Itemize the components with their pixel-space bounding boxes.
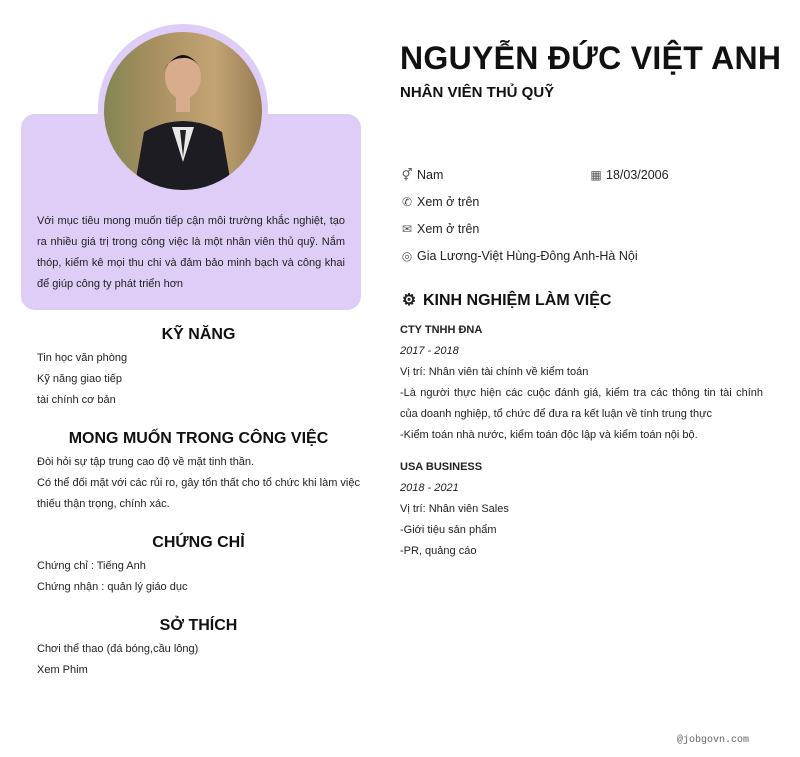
address-info [400,249,638,263]
job-line: -Là người thực hiện các cuộc đánh giá, kiểm tra các thông tin tài chính của doanh nghiệp, tổ chức để đưa ra kết luận về tính trung thực [400,387,763,420]
skill-item: Tin học văn phòng [37,352,128,364]
skill-item: tài chính cơ bản [37,394,116,406]
phone-icon: ✆ [401,195,413,209]
job-line: -Giới tiệu sản phẩm [400,524,497,536]
hobby-item: Xem Phim [37,664,88,676]
email-info [400,222,479,236]
certs-heading: CHỨNG CHỈ [152,534,245,551]
hobbies-section [37,616,360,681]
company-name: CTY TNHH ĐNA [400,324,483,336]
wishes-heading: MONG MUỐN TRONG CÔNG VIỆC [68,430,329,447]
address-value: Gia Lương-Việt Hùng-Đông Anh-Hà Nội [417,249,638,263]
company-name: USA BUSINESS [400,461,483,473]
gender-info [400,168,443,182]
job-years: 2017 - 2018 [400,345,459,357]
calendar-icon: ▦ [590,168,602,182]
skill-item: Kỹ năng giao tiếp [37,373,123,385]
gender-value: Nam [417,168,444,182]
wishes-section [37,429,360,515]
dob-info [589,168,669,182]
experience-heading [400,292,611,310]
gear-check-icon: ⚙ [401,292,417,309]
experience-list [400,320,763,573]
job-line: Vị trí: Nhân viên Sales [400,503,509,515]
phone-value: Xem ở trên [417,195,480,209]
job-line: -PR, quảng cáo [400,545,477,557]
job-line: Vị trí: Nhân viên tài chính về kiểm toán [400,366,589,378]
certs-section [37,533,360,598]
hobbies-heading: SỞ THÍCH [159,617,238,634]
job-entry [400,320,763,446]
experience-title: KINH NGHIỆM LÀM VIỆC [423,292,612,309]
job-line: -Kiểm toán nhà nước, kiểm toán độc lập và kiểm toán nội bộ. [400,429,698,441]
cert-item: Chứng nhận : quản lý giáo dục [37,581,188,593]
wish-item: Có thể đối mặt với các rủi ro, gây tổn thất cho tổ chức khi làm việc thiếu thận trọng, chính xác. [37,477,360,510]
job-entry [400,457,763,562]
skills-section [37,325,360,411]
email-value: Xem ở trên [417,222,480,236]
location-pin-icon: ◎ [401,249,413,263]
phone-info [400,195,479,209]
job-years: 2018 - 2021 [400,482,459,494]
watermark: @jobgovn.com [677,735,750,746]
mail-icon: ✉ [401,222,413,236]
full-name: NGUYỄN ĐỨC VIỆT ANH [400,40,782,76]
objective-text: Với mục tiêu mong muốn tiếp cận môi trường khắc nghiệt, tạo ra nhiều giá trị trong công việc là một nhân viên thủ quỹ. Nắm thóp, kiểm kê mọi thu chi và đảm bảo minh bạch và công khai để giúp công ty phát triển hơn [37,215,345,290]
wish-item: Đòi hỏi sự tập trung cao độ về mặt tinh thần. [37,456,255,468]
hobby-item: Chơi thể thao (đá bóng,cầu lông) [37,643,199,655]
skills-heading: KỸ NĂNG [161,326,236,343]
dob-value: 18/03/2006 [606,168,669,182]
job-title: NHÂN VIÊN THỦ QUỸ [400,84,555,101]
avatar [104,32,262,190]
cert-item: Chứng chỉ : Tiếng Anh [37,560,146,572]
gender-icon: ⚥ [401,168,413,182]
